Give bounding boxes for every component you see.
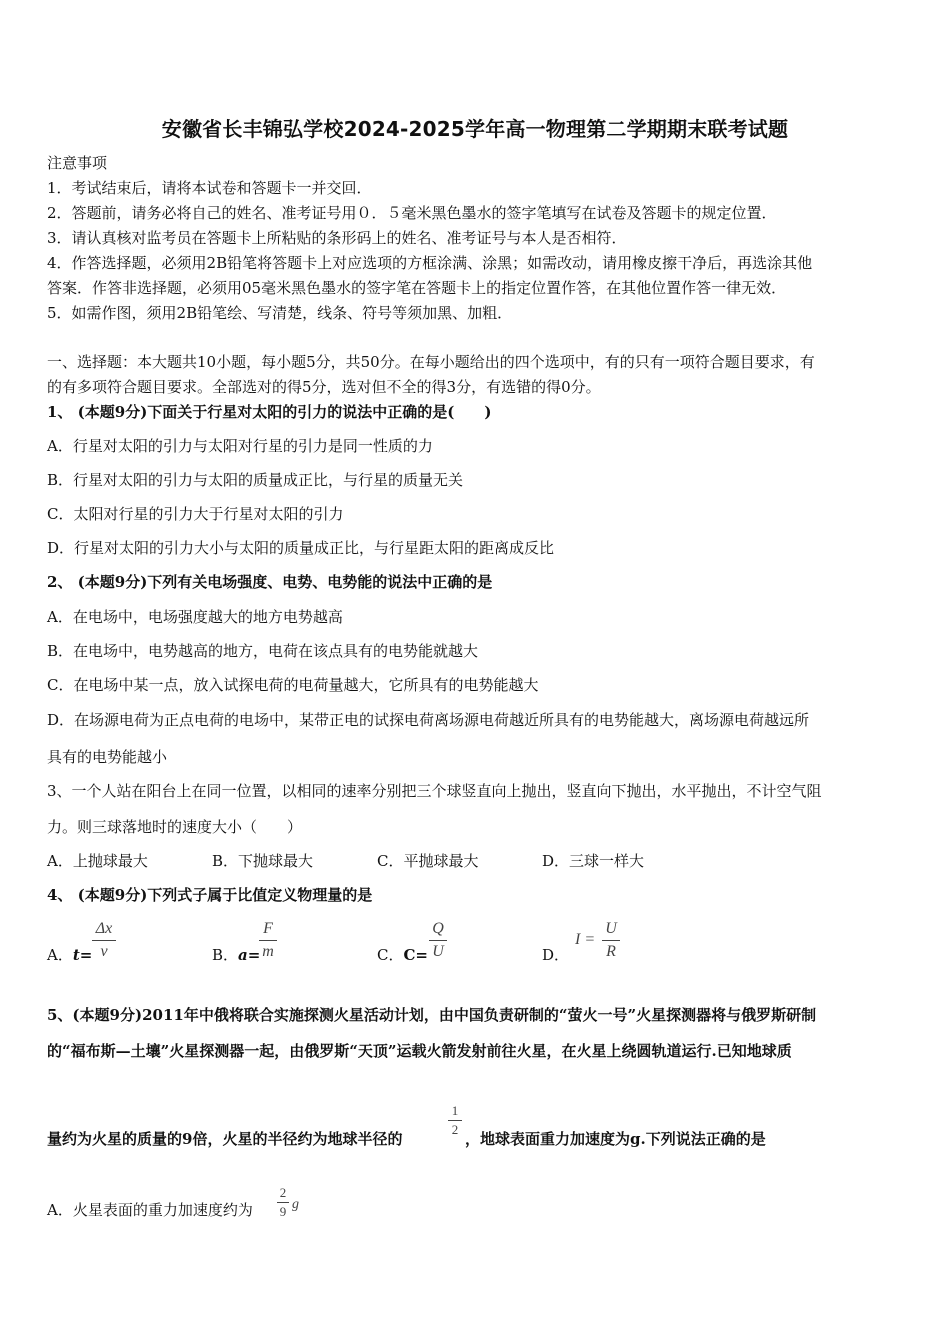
numerator: Q [432,920,444,937]
question-2-option-d: D．在场源电荷为正点电荷的电场中，某带正电的试探电荷离场源电荷越近所具有的电势能越大，离场源电荷越远所 [47,711,810,729]
formula-lhs: a= [238,946,261,964]
question-4-option-d [542,944,569,965]
notice-item: 3．请认真核对监考员在答题卡上所粘贴的条形码上的姓名、准考证号与本人是否相符． [47,229,627,247]
question-2-option-d-cont: 具有的电势能越小 [47,748,168,766]
notice-item: 5．如需作图，须用2B铅笔绘、写清楚，线条、符号等须加黑、加粗． [47,304,513,322]
denominator: 9 [279,1204,287,1219]
page-title: 安徽省长丰锦弘学校2024-2025学年高一物理第二学期期末联考试题 [161,117,789,141]
question-2-option-a: A．在电场中，电场强度越大的地方电势越高 [47,608,343,626]
question-3-option-d: D．三球一样大 [542,852,645,870]
section-instructions: 的有多项符合题目要求。全部选对的得5分，选对但不全的得3分，有选错的得0分。 [47,378,601,396]
numerator: 1 [451,1103,459,1118]
fraction [259,920,277,961]
question-1-option-b: B．行星对太阳的引力与太阳的质量成正比，与行星的质量无关 [47,471,464,489]
question-2-option-c: C．在电场中某一点，放入试探电荷的电荷量越大，它所具有的电势能越大 [47,676,539,694]
question-5-stem: 5、(本题9分)2011年中俄将联合实施探测火星活动计划，由中国负责研制的“萤火一号”火星探测器将与俄罗斯研制 [47,1006,817,1024]
question-4-option-c [377,944,428,965]
question-1-option-a: A．行星对太阳的引力与太阳对行星的引力是同一性质的力 [47,437,433,455]
question-3-option-b: B．下抛球最大 [212,852,314,870]
numerator: Δx [95,920,113,937]
formula-lhs: I = [575,931,596,948]
denominator: m [262,943,274,960]
question-1-option-c: C．太阳对行星的引力大于行星对太阳的引力 [47,505,344,523]
fraction [92,920,116,961]
option-label: B． [212,946,239,964]
formula-lhs: t= [72,946,93,964]
question-3-option-c: C．平抛球最大 [377,852,479,870]
numerator: U [605,920,617,937]
question-5-stem-cont: ，地球表面重力加速度为g.下列说法正确的是 [465,1130,766,1148]
section-instructions: 一、选择题：本大题共10小题，每小题5分，共50分。在每小题给出的四个选项中，有的只有一项符合题目要求，有 [47,353,815,371]
question-3-stem-cont: 力。则三球落地时的速度大小（ ） [47,818,303,836]
option-label: C． [377,946,404,964]
notice-item: 1．考试结束后，请将本试卷和答题卡一并交回． [47,179,372,197]
notice-item: 4．作答选择题，必须用2B铅笔将答题卡上对应选项的方框涂满、涂黑；如需改动，请用橡皮擦干净后，再选涂其他 [47,254,813,272]
question-4-stem: 4、 (本题9分)下列式子属于比值定义物理量的是 [47,886,373,904]
question-1-option-d: D．行星对太阳的引力大小与太阳的质量成正比，与行星距太阳的距离成反比 [47,539,555,557]
question-3-option-a: A．上抛球最大 [47,852,148,870]
question-5-stem-cont: 量约为火星的质量的9倍，火星的半径约为地球半径的 [47,1130,403,1148]
denominator: R [606,943,616,960]
notice-item: 答案．作答非选择题，必须用05毫米黑色墨水的签字笔在答题卡上的指定位置作答，在其他位置作答一律无效． [47,279,787,297]
question-5-option-a: A．火星表面的重力加速度约为 [47,1201,253,1219]
notice-item: 2．答题前，请务必将自己的姓名、准考证号用０．５毫米黑色墨水的签字笔填写在试卷及答题卡的规定位置． [47,204,777,222]
fraction [602,920,620,961]
question-4-option-b [212,944,260,965]
question-5-stem-cont: 的“福布斯—土壤”火星探测器一起，由俄罗斯“天顶”运载火箭发射前往火星，在火星上绕圆轨道运行.已知地球质 [47,1042,792,1060]
formula-lhs: C= [403,946,428,964]
denominator: 2 [451,1122,459,1137]
question-4-option-a [47,944,92,965]
denominator: U [432,943,444,960]
question-3-stem: 3、一个人站在阳台上在同一位置，以相同的速率分别把三个球竖直向上抛出，竖直向下抛出，水平抛出，不计空气阻 [47,782,822,800]
numerator: F [263,920,273,937]
fraction [277,1186,289,1219]
question-1-stem: 1、 (本题9分)下面关于行星对太阳的引力的说法中正确的是( ) [47,403,492,421]
gravity-symbol: g [292,1197,299,1212]
option-label: D． [542,946,570,964]
fraction [448,1104,462,1137]
numerator: 2 [279,1185,287,1200]
fraction [429,920,447,961]
question-2-stem: 2、 (本题9分)下列有关电场强度、电势、电势能的说法中正确的是 [47,573,493,591]
notice-heading: 注意事项 [47,154,108,172]
option-label: A． [47,946,73,964]
question-2-option-b: B．在电场中，电势越高的地方，电荷在该点具有的电势能就越大 [47,642,479,660]
denominator: v [100,943,108,960]
